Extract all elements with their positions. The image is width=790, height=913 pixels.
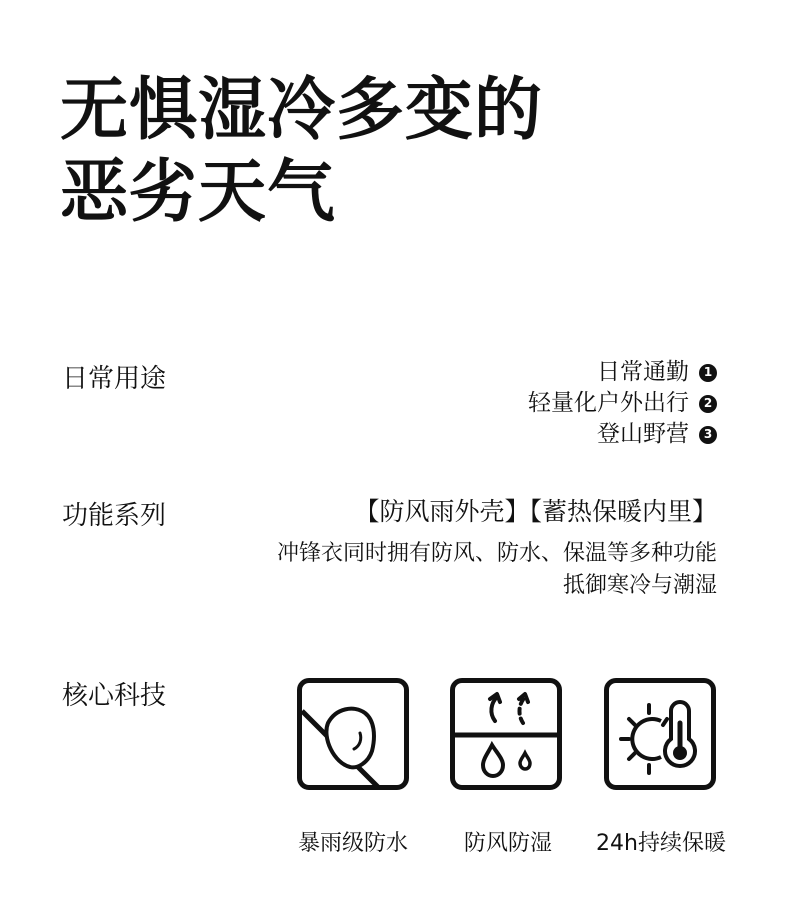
functions-desc-line-1: 冲锋衣同时拥有防风、防水、保温等多种功能 (276, 541, 717, 566)
usage-item-text: 登山野营 (597, 421, 689, 447)
headline-line-2: 恶劣天气 (60, 153, 337, 232)
functions-desc-line-2: 抵御寒冷与潮湿 (562, 573, 717, 598)
functions-series: 【防风雨外壳】【蓄热保暖内里】 (354, 497, 717, 526)
windproof-moisture-icon (450, 678, 562, 790)
number-badge-icon: 3 (699, 426, 717, 444)
tech-label-waterproof: 暴雨级防水 (297, 831, 408, 856)
number-badge-icon: 2 (699, 395, 717, 413)
usage-item (528, 388, 717, 419)
waterproof-icon (297, 678, 409, 790)
functions-label: 功能系列 (62, 501, 167, 531)
usage-label: 日常用途 (62, 364, 167, 394)
number-badge-icon: 1 (699, 364, 717, 382)
thermometer-sun-icon (604, 678, 716, 790)
usage-item (528, 419, 717, 450)
tech-label: 核心科技 (62, 681, 167, 711)
usage-list (528, 357, 717, 450)
tech-label-warmth: 24h持续保暖 (596, 831, 726, 856)
usage-item (528, 357, 717, 388)
headline-line-1: 无惧湿冷多变的 (60, 71, 544, 150)
usage-item-text: 轻量化户外出行 (528, 390, 689, 416)
tech-label-windproof: 防风防湿 (463, 831, 552, 856)
headline (60, 70, 543, 234)
functions-content (277, 494, 717, 602)
usage-item-text: 日常通勤 (597, 359, 689, 385)
